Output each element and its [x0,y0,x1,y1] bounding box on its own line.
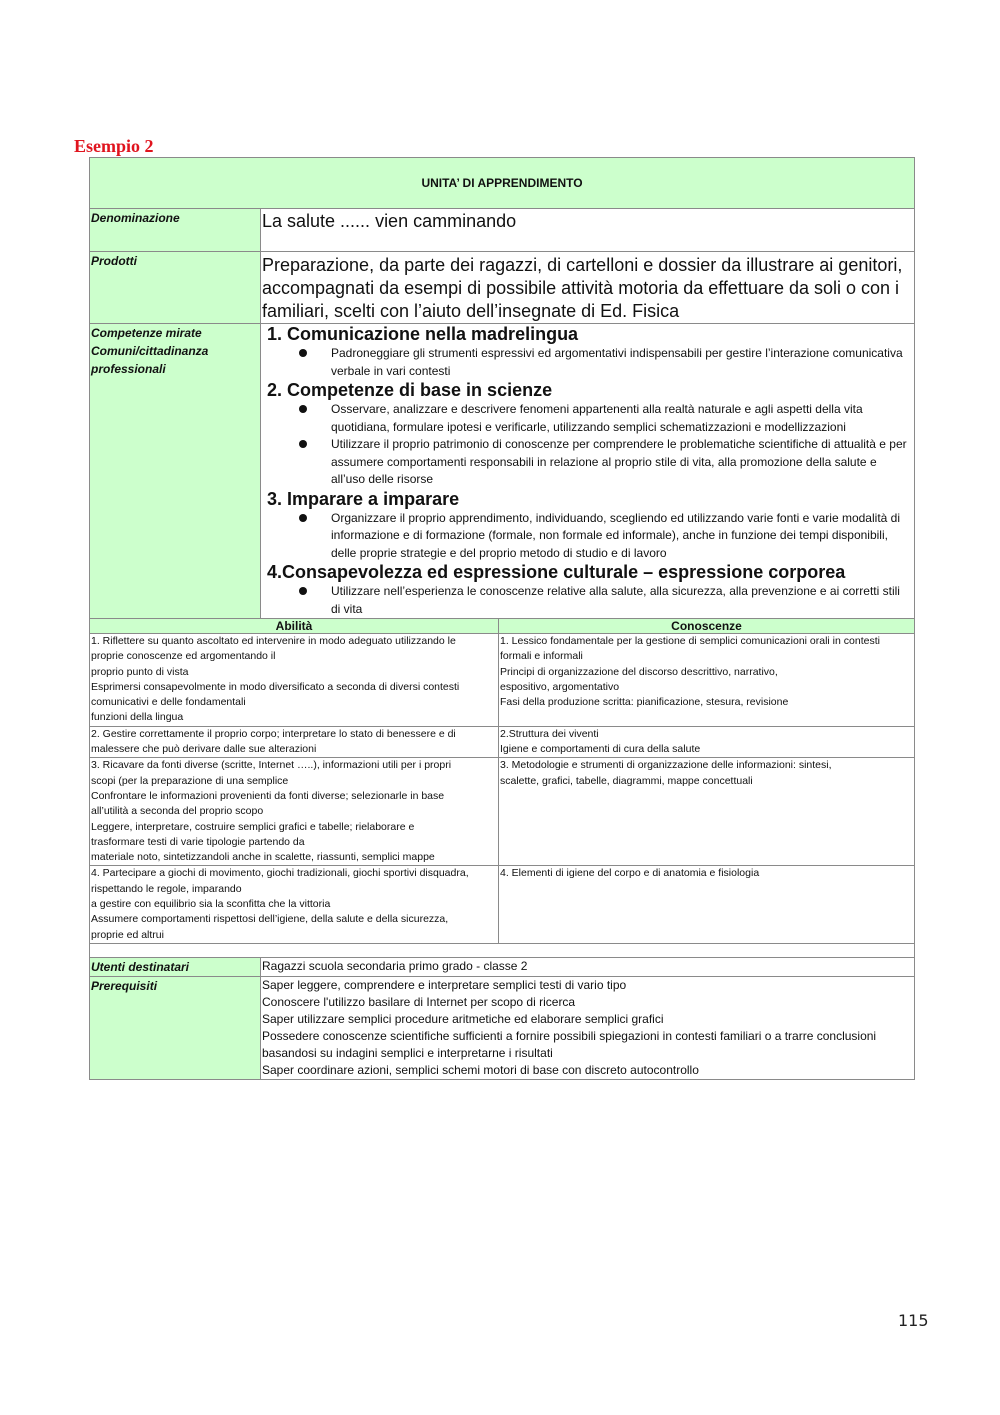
utenti-label: Utenti destinatari [90,958,261,977]
bullet-text: Padroneggiare gli strumenti espressivi ed argomentativi indispensabili per gestire l’interazione comunicativa verbale in vari contesti [331,346,903,378]
cell-line: proprie ed altrui [91,928,164,941]
cell-line: 1. Riflettere su quanto ascoltato ed intervenire in modo adeguato utilizzando le [91,635,456,647]
cell-line: Leggere, interpretare, costruire semplici grafici e tabelle; rielaborare e [91,820,415,833]
prerequisito-line: Saper utilizzare semplici procedure aritmetiche ed elaborare semplici grafici [262,1012,664,1027]
competenze-label-line: professionali [91,362,166,376]
bullet-icon [299,514,307,522]
cell-line: 3. Ricavare da fonti diverse (scritte, Internet …..), informazioni utili per i propri [91,759,452,772]
cell-line: Confrontare le informazioni provenienti da fonti diverse; selezionarle in base [91,789,445,802]
prerequisiti-row [90,977,915,1080]
competenze-label-line: Comuni/cittadinanza [91,344,209,358]
competenza-bullet [327,401,908,436]
competenza-title: 4.Consapevolezza ed espressione culturale – espressione corporea [267,562,846,582]
page-number: 115 [898,1311,929,1330]
bullet-icon [299,440,307,448]
bullet-icon [299,349,307,357]
utenti-row [90,958,915,977]
denominazione-label: Denominazione [90,209,261,252]
cell-line: scopi (per la preparazione di una semplice [91,774,289,787]
abilita-cell [90,866,499,944]
competenza-bullets [267,345,908,380]
competenza-bullet [327,436,908,489]
cell-line: Esprimersi consapevolmente in modo diversificato a seconda di diversi contesti [91,680,460,693]
competenze-label-line: Competenze mirate [91,326,202,340]
competenza-title: 1. Comunicazione nella madrelingua [267,324,579,344]
bullet-text: Osservare, analizzare e descrivere fenomeni appartenenti alla realtà naturale e agli aspetti della vita quotidiana, formulare ipotesi e verificarle, utilizzando semplici schematizzazioni e modellizzazioni [331,402,863,434]
abilita-cell [90,726,499,758]
prerequisiti-content [261,977,915,1080]
cell-line: all’utilità a seconda del proprio scopo [91,805,264,818]
cell-line: espositivo, argomentativo [500,680,620,693]
prerequisito-line: Possedere conoscenze scientifiche sufficienti a fornire possibili spiegazioni in contesti familiari o a trarre conclusioni basandosi su indagini semplici e interpretarne i risultati [262,1029,877,1061]
denominazione-row [90,209,915,252]
table-row [90,866,915,944]
table-row [90,634,915,727]
table-title: UNITA’ DI APPRENDIMENTO [90,158,915,209]
competenza-bullets [267,401,908,489]
table-row [90,726,915,758]
prerequisiti-label: Prerequisiti [90,977,261,1080]
spacer-row [90,944,915,958]
cell-line: proprio punto di vista [91,665,189,678]
competenza-title: 2. Competenze di base in scienze [267,380,553,400]
competenza-bullets [267,583,908,618]
competenze-label [90,324,261,619]
denominazione-value: La salute ...... vien camminando [261,209,915,252]
prerequisito-line: Saper coordinare azioni, semplici schemi motori di base con discreto autocontrollo [262,1063,699,1078]
cell-line: Fasi della produzione scritta: pianificazione, stesura, revisione [500,696,789,709]
competenza-title: 3. Imparare a imparare [267,488,460,509]
bullet-text: Utilizzare il proprio patrimonio di conoscenze per comprendere le problematiche scientifiche di attualità e per assumere comportamenti responsabili in relazione al proprio stile di vita, alla promozione della salute e all’uso delle risorse [331,437,907,486]
cell-line: 4. Elementi di igiene del corpo e di anatomia e fisiologia [500,867,760,880]
abilita-cell [90,758,499,866]
cell-line: funzioni della lingua [91,711,184,724]
cell-line: malessere che può derivare dalle sue alterazioni [91,743,317,756]
prodotti-value: Preparazione, da parte dei ragazzi, di cartelloni e dossier da illustrare ai genitori, accompagnati da esempi di possibile attività motoria da effettuare da soli o con i familiari, scelti con l’aiuto dell’insegnate di Ed. Fisica [261,252,915,324]
cell-line: materiale noto, sintetizzandoli anche in scalette, riassunti, semplici mappe [91,851,435,864]
cell-line: trasformare testi di varie tipologie partendo da [91,835,305,848]
cell-line: rispettando le regole, imparando [91,882,242,895]
cell-line: a gestire con equilibrio sia la sconfitta che la vittoria [91,898,331,911]
cell-line: comunicativi e delle fondamentali [91,696,246,709]
competenza-bullet [327,345,908,380]
competenze-content [261,324,915,619]
competenze-row [90,324,915,619]
competenza-bullet [327,510,908,563]
document-heading: Esempio 2 [74,136,154,156]
abilita-header: Abilità [90,619,499,634]
competenza-block [267,380,908,489]
bullet-icon [299,587,307,595]
utenti-value: Ragazzi scuola secondaria primo grado - classe 2 [261,958,915,977]
bullet-icon [299,405,307,413]
cell-line: Principi di organizzazione del discorso descrittivo, narrativo, [500,665,778,678]
prerequisito-line: Conoscere l'utilizzo basilare di Internet per scopo di ricerca [262,995,576,1010]
bullet-text: Organizzare il proprio apprendimento, individuando, scegliendo ed utilizzando varie fonti e varie modalità di informazione e di formazione (formale, non formale ed informale), anche in funzione dei tempi disponibili, delle proprie strategie e del proprio metodo di studio e di lavoro [331,510,900,560]
cell-line: 2.Struttura dei viventi [500,727,599,740]
prodotti-label: Prodotti [90,252,261,324]
abilita-cell [90,634,499,727]
table-title-row [90,158,915,209]
cell-line: Igiene e comportamenti di cura della salute [500,743,701,756]
bullet-text: Utilizzare nell’esperienza le conoscenze relative alla salute, alla sicurezza, alla prevenzione e ai corretti stili di vita [331,584,900,616]
competenza-bullet [327,583,908,618]
prodotti-row [90,252,915,324]
conoscenze-cell [499,726,915,758]
conoscenze-cell [499,634,915,727]
competenza-block [267,324,908,380]
cell-line: 2. Gestire correttamente il proprio corpo; interpretare lo stato di benessere e di [91,727,456,740]
cell-line: Assumere comportamenti rispettosi dell’igiene, della salute e della sicurezza, [91,913,449,926]
cell-line: 1. Lessico fondamentale per la gestione di semplici comunicazioni orali in contesti [500,635,880,647]
table-row [90,758,915,866]
cell-line: formali e informali [500,650,583,663]
cell-line: proprie conoscenze ed argomentando il [91,650,276,663]
competenza-block [267,562,908,618]
competenza-block [267,489,908,563]
competenza-bullets [267,510,908,563]
prerequisito-line: Saper leggere, comprendere e interpretare semplici testi di vario tipo [262,978,627,993]
columns-header-row [90,619,915,634]
learning-unit-table [89,157,915,1080]
cell-line: 4. Partecipare a giochi di movimento, giochi tradizionali, giochi sportivi disquadra, [91,867,469,880]
spacer-cell [90,944,915,958]
conoscenze-header: Conoscenze [499,619,915,634]
conoscenze-cell [499,758,915,866]
cell-line: 3. Metodologie e strumenti di organizzazione delle informazioni: sintesi, [500,759,832,772]
conoscenze-cell [499,866,915,944]
cell-line: scalette, grafici, tabelle, diagrammi, mappe concettuali [500,774,753,787]
